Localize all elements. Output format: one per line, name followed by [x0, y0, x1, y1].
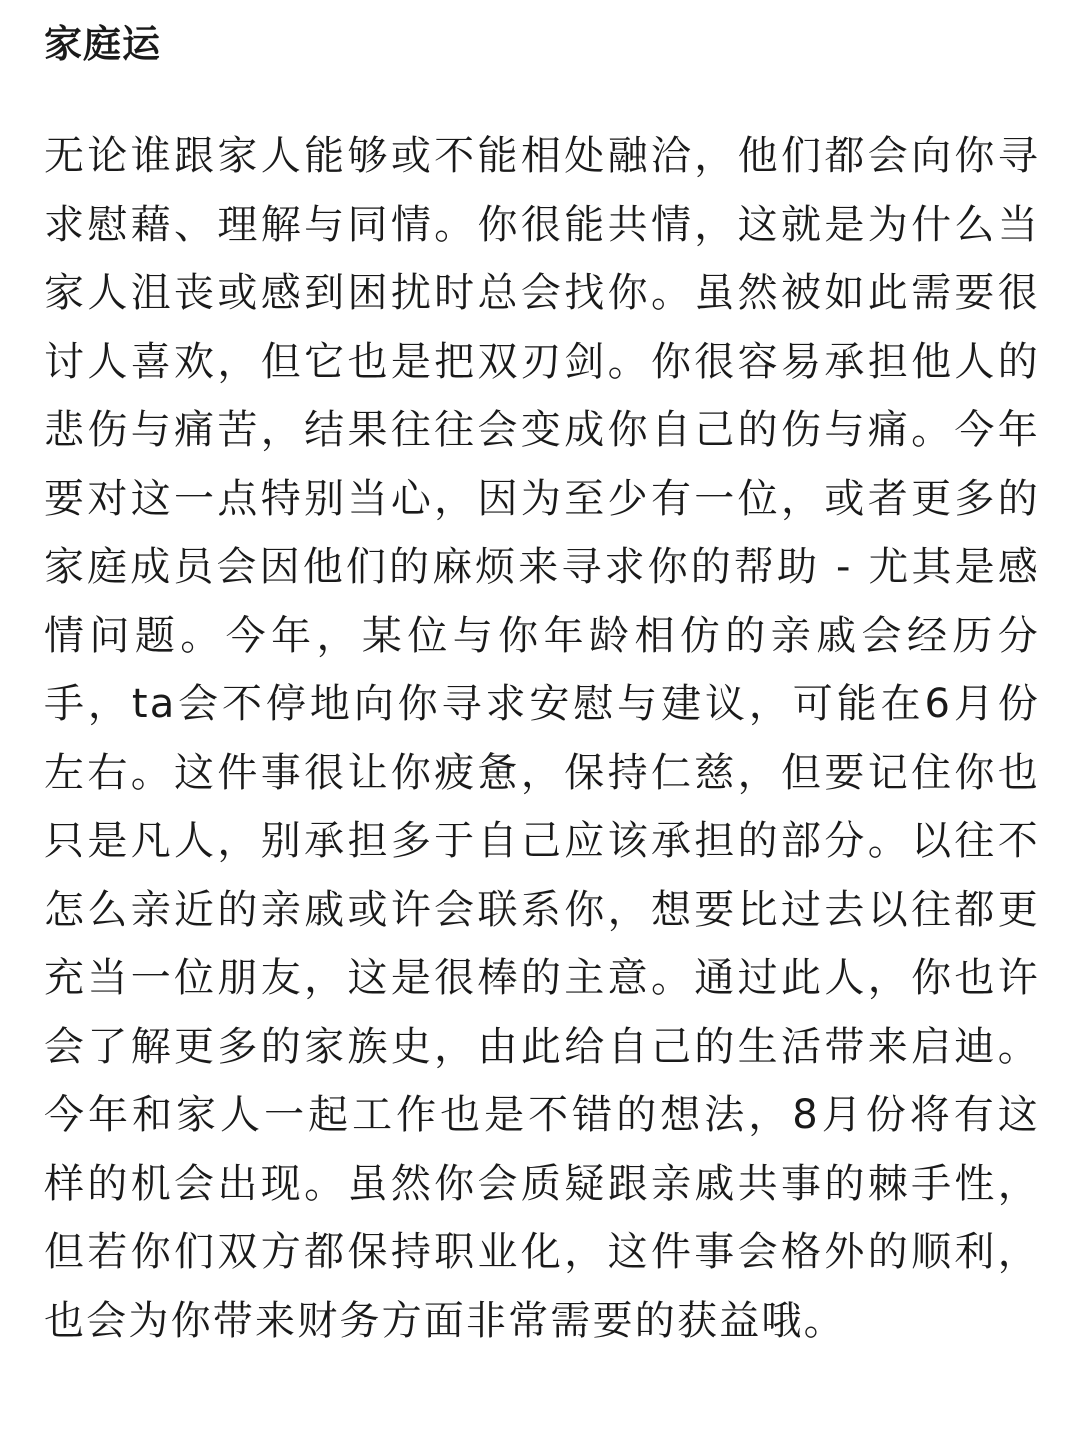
article — [44, 0, 1040, 1355]
section-title: 家庭运 — [44, 22, 162, 66]
section-body: 无论谁跟家人能够或不能相处融洽，他们都会向你寻求慰藉、理解与同情。你很能共情，这就是为什么当家人沮丧或感到困扰时总会找你。虽然被如此需要很讨人喜欢，但它也是把双刃剑。你很容易承担他人的悲伤与痛苦，结果往往会变成你自己的伤与痛。今年要对这一点特别当心，因为至少有一位，或者更多的家庭成员会因他们的麻烦来寻求你的帮助 - 尤其是感情问题。今年，某位与你年龄相仿的亲戚会经历分手，ta会不停地向你寻求安慰与建议，可能在6月份左右。这件事很让你疲惫，保持仁慈，但要记住你也只是凡人，别承担多于自己应该承担的部分。以往不怎么亲近的亲戚或许会联系你，想要比过去以往都更充当一位朋友，这是很棒的主意。通过此人，你也许会了解更多的家族史，由此给自己的生活带来启迪。今年和家人一起工作也是不错的想法，8月份将有这样的机会出现。虽然你会质疑跟亲戚共事的棘手性，但若你们双方都保持职业化，这件事会格外的顺利，也会为你带来财务方面非常需要的获益哦。 — [44, 133, 1040, 1344]
